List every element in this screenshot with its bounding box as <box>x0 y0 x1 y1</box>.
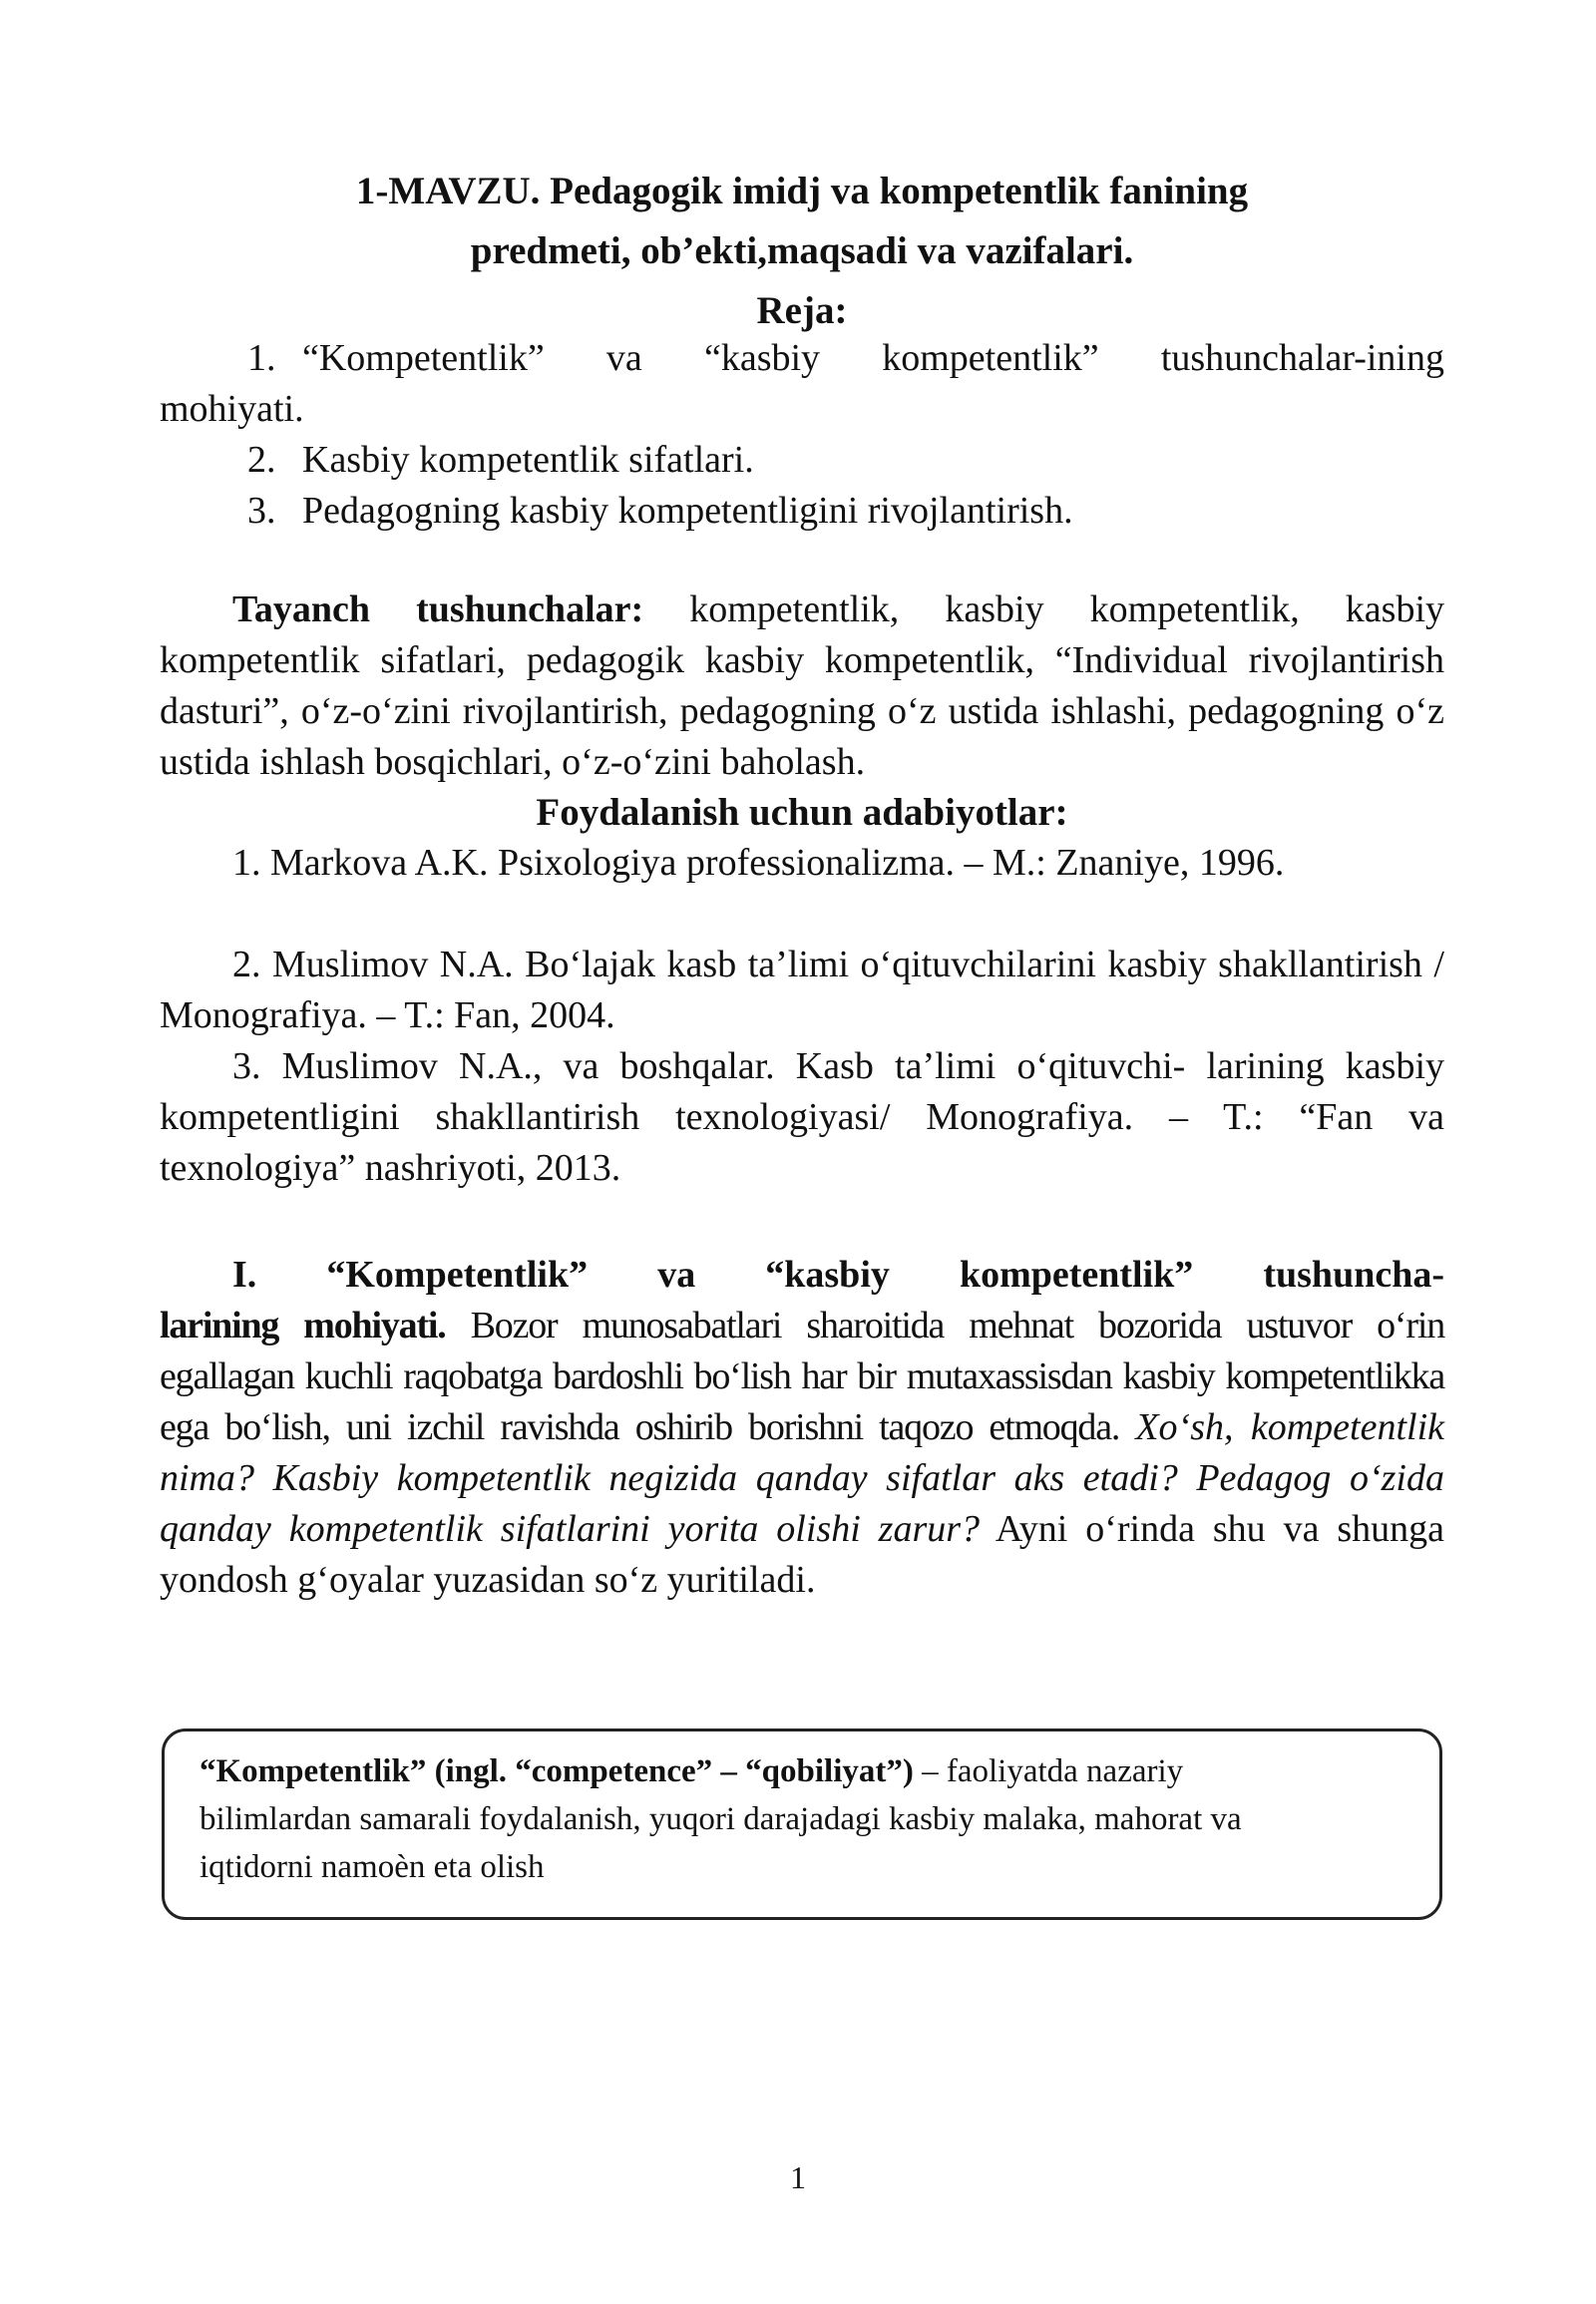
section-1-heading-line-2: larining mohiyati. <box>160 1305 446 1346</box>
plan-item-1-number: 1. <box>247 337 276 379</box>
literature-item-1: 1. Markova A.K. Psixologiya professionalizma. – M.: Znaniye, 1996. <box>232 842 1285 884</box>
section-1-body-end: Ayni o‘rinda shu va shunga yondosh g‘oyalar yuzasidan so‘z yuritiladi. <box>160 1508 1444 1601</box>
key-concepts-label: Tayanch tushunchalar: <box>232 588 644 630</box>
key-concepts-text: kompetentlik, kasbiy kompetentlik, kasbiy kompetentlik sifatlari, pedagogik kasbiy kompetentlik, “Individual rivojlantirish dasturi”, o‘z-o‘zini rivojlantirish, pedagogning o‘z ustida ishlashi, pedagogning o‘z ustida ishlash bosqichlari, o‘z-o‘zini baholash. <box>160 588 1445 783</box>
title-line-1: 1-MAVZU. Pedagogik imidj va kompetentlik fanining <box>355 170 1249 212</box>
plan-heading: Reja: <box>756 289 848 332</box>
definition-term: “Kompetentlik” (ingl. “competence” – “qobiliyat”) <box>200 1753 914 1789</box>
section-1-body-start: Bozor munosabatlari sharoitida mehnat bozorida ustuvor o‘rin egallagan kuchli raqobatga bardoshli bo‘lish har bir mutaxassisdan kasbiy kompetentlikka ega bo‘lish, uni izchil ravishda oshirib borishni taqozo etmoqda. <box>160 1305 1445 1448</box>
plan-item-2-text: Kasbiy kompetentlik sifatlari. <box>302 439 754 481</box>
page-number: 1 <box>790 2159 806 2195</box>
plan-item-1-text: “Kompetentlik” va “kasbiy kompetentlik” tushunchalar-ining <box>302 337 1444 379</box>
plan-item-3-number: 3. <box>247 490 276 532</box>
literature-item-2: 2. Muslimov N.A. Bo‘lajak kasb ta’limi o‘qituvchilarini kasbiy shakllantirish / Monografiya. – T.: Fan, 2004. <box>160 944 1444 1036</box>
title-line-2: predmeti, ob’ekti,maqsadi va vazifalari. <box>470 229 1134 272</box>
key-concepts-paragraph <box>160 584 1444 788</box>
section-1-body <box>160 1301 1444 1606</box>
literature-item-3: 3. Muslimov N.A., va boshqalar. Kasb ta’limi o‘qituvchi- larining kasbiy kompetentligini shakllantirish texnologiyasi/ Monografiya. – T.: “Fan va texnologiya” nashriyoti, 2013. <box>160 1045 1444 1189</box>
definition-text <box>200 1747 1337 1891</box>
definition-body: – faoliyatda nazariy bilimlardan samarali foydalanish, yuqori darajadagi kasbiy malaka, mahorat va iqtidorni namoèn eta olish <box>200 1753 1242 1885</box>
section-1-questions: Xo‘sh, kompetentlik nima? Kasbiy kompetentlik negizida qanday sifatlar aks etadi? Pedagog o‘zida qanday kompetentlik sifatlarini yorita olishi zarur? <box>160 1406 1445 1550</box>
plan-item-3-text: Pedagogning kasbiy kompetentligini rivojlantirish. <box>302 490 1073 532</box>
plan-item-2-number: 2. <box>247 439 276 481</box>
section-1-heading-line-1: I. “Kompetentlik” va “kasbiy kompetentlik” tushuncha- <box>232 1254 1444 1296</box>
literature-heading: Foydalanish uchun adabiyotlar: <box>536 791 1068 834</box>
plan-item-1-text-continued: mohiyati. <box>160 388 304 430</box>
